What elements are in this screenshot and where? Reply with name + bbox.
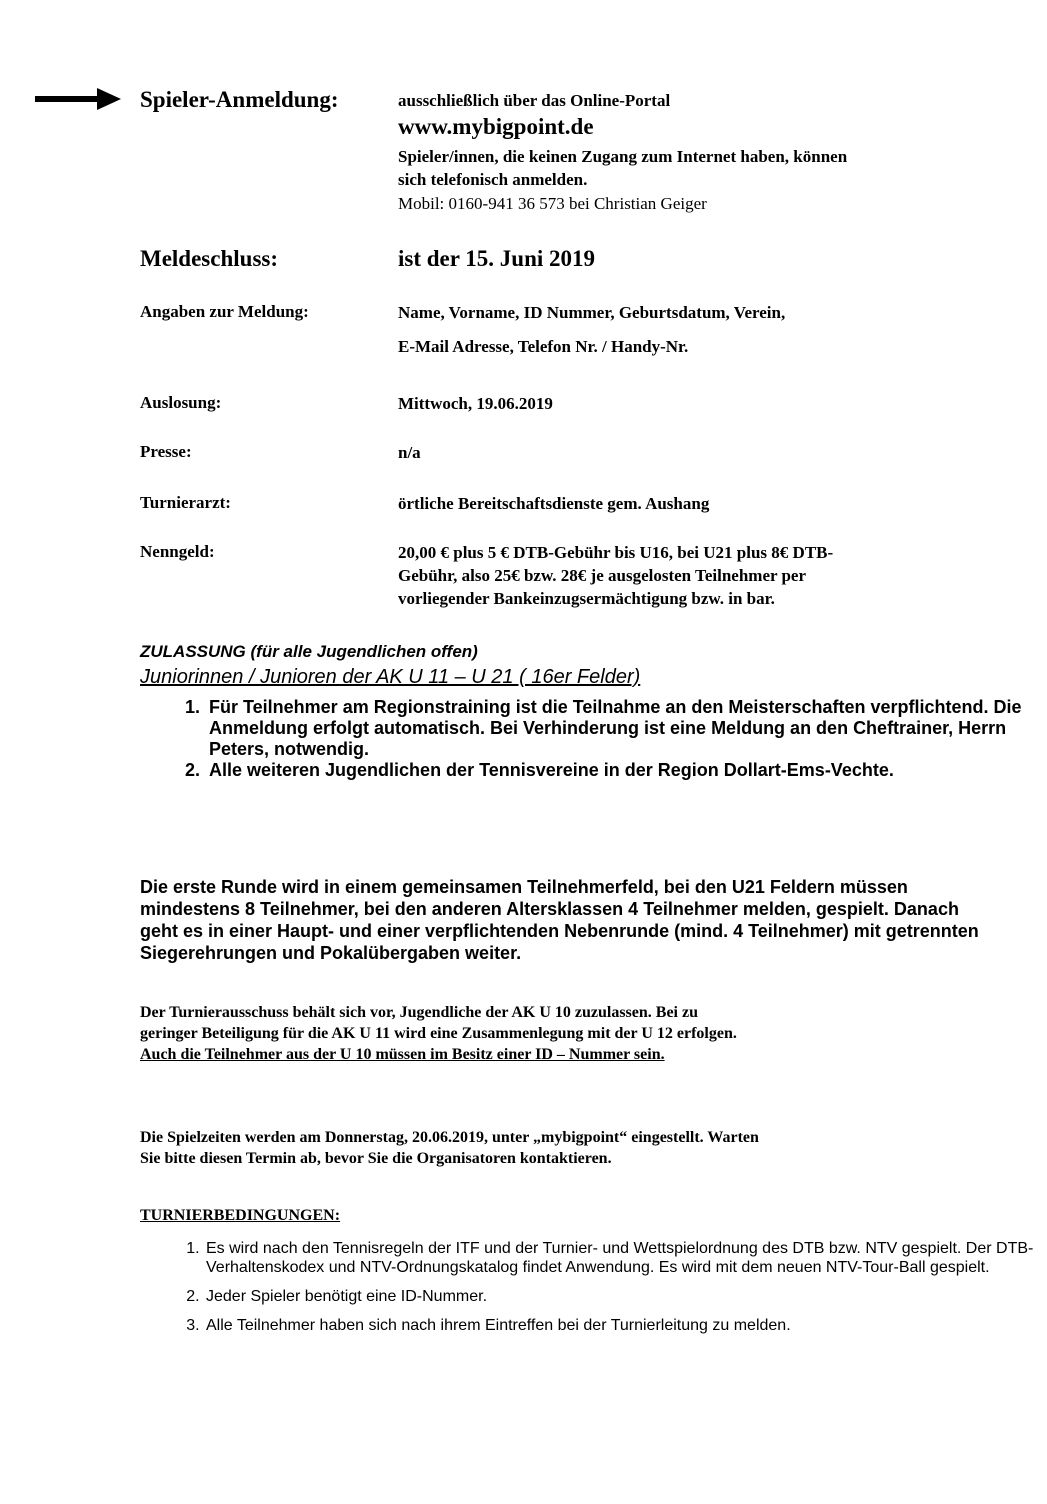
committee-line3: Auch die Teilnehmer aus der U 10 müssen im Besitz einer ID – Nummer sein.	[140, 1046, 665, 1063]
conditions-item: 1. Es wird nach den Tennisregeln der ITF und der Turnier- und Wettspielordnung des DTB bzw. NTV gespielt. Der DTB-Verhaltenskodex und NTV-Ordnungskatalog findet Anwendung. Es wird mit dem neuen NTV-Tour-Ball gespielt.	[204, 1239, 1047, 1277]
press-label: Presse:	[140, 442, 192, 461]
admission-list	[150, 697, 1047, 781]
schedule-line1: Die Spielzeiten werden am Donnerstag, 20.06.2019, unter „mybigpoint“ eingestellt. Warten	[140, 1129, 759, 1146]
conditions-item: 2. Jeder Spieler benötigt eine ID-Nummer.	[204, 1287, 1047, 1306]
committee-line2: geringer Beteiligung für die AK U 11 wird eine Zusammenlegung mit der U 12 erfolgen.	[140, 1025, 737, 1042]
registration-label: Spieler-Anmeldung:	[140, 87, 339, 112]
conditions-list	[150, 1239, 1047, 1345]
admission-subheading: Juniorinnen / Junioren der AK U 11 – U 21 ( 16er Felder)	[140, 666, 641, 688]
details-line2: E-Mail Adresse, Telefon Nr. / Handy-Nr.	[398, 337, 689, 356]
doctor-label: Turnierarzt:	[140, 493, 231, 512]
conditions-item: 3. Alle Teilnehmer haben sich nach ihrem Eintreffen bei der Turnierleitung zu melden.	[204, 1316, 1047, 1335]
conditions-heading: TURNIERBEDINGUNGEN:	[140, 1207, 341, 1224]
registration-line3: Spieler/innen, die keinen Zugang zum Internet haben, können	[398, 147, 848, 166]
draw-label: Auslosung:	[140, 393, 222, 412]
committee-line1: Der Turnierausschuss behält sich vor, Jugendliche der AK U 10 zuzulassen. Bei zu	[140, 1004, 698, 1021]
registration-phone: Mobil: 0160-941 36 573 bei Christian Geiger	[398, 194, 707, 213]
admission-item: 2. Alle weiteren Jugendlichen der Tennisvereine in der Region Dollart-Ems-Vechte.	[205, 760, 1047, 781]
registration-website: www.mybigpoint.de	[398, 114, 594, 139]
press-value: n/a	[398, 443, 421, 462]
registration-line4: sich telefonisch anmelden.	[398, 170, 588, 189]
schedule-line2: Sie bitte diesen Termin ab, bevor Sie die Organisatoren kontaktieren.	[140, 1150, 612, 1167]
fee-line2: Gebühr, also 25€ bzw. 28€ je ausgelosten Teilnehmer per	[398, 566, 807, 585]
fee-label: Nenngeld:	[140, 542, 215, 561]
draw-value: Mittwoch, 19.06.2019	[398, 394, 553, 413]
admission-paragraph: Die erste Runde wird in einem gemeinsamen Teilnehmerfeld, bei den U21 Feldern müssen mindestens 8 Teilnehmer, bei den anderen Altersklassen 4 Teilnehmer melden, gespielt. Danach geht es in einer Haupt- und einer verpflichtenden Nebenrunde (mind. 4 Teilnehmer) mit getrennten Siegerehrungen und Pokalübergaben weiter.	[140, 877, 979, 963]
right-arrow-icon	[35, 88, 121, 110]
fee-line1: 20,00 € plus 5 € DTB-Gebühr bis U16, bei U21 plus 8€ DTB-	[398, 543, 834, 562]
admission-heading: ZULASSUNG (für alle Jugendlichen offen)	[140, 642, 478, 661]
doctor-value: örtliche Bereitschaftsdienste gem. Aushang	[398, 494, 710, 513]
deadline-value: ist der 15. Juni 2019	[398, 246, 596, 271]
registration-line1: ausschließlich über das Online-Portal	[398, 91, 671, 110]
details-line1: Name, Vorname, ID Nummer, Geburtsdatum, Verein,	[398, 303, 786, 322]
fee-line3: vorliegender Bankeinzugsermächtigung bzw. in bar.	[398, 589, 775, 608]
details-label: Angaben zur Meldung:	[140, 302, 309, 321]
admission-item: 1. Für Teilnehmer am Regionstraining ist die Teilnahme an den Meisterschaften verpflichtend. Die Anmeldung erfolgt automatisch. Bei Verhinderung ist eine Meldung an den Cheftrainer, Herrn Peters, notwendig.	[205, 697, 1047, 760]
deadline-label: Meldeschluss:	[140, 246, 278, 271]
